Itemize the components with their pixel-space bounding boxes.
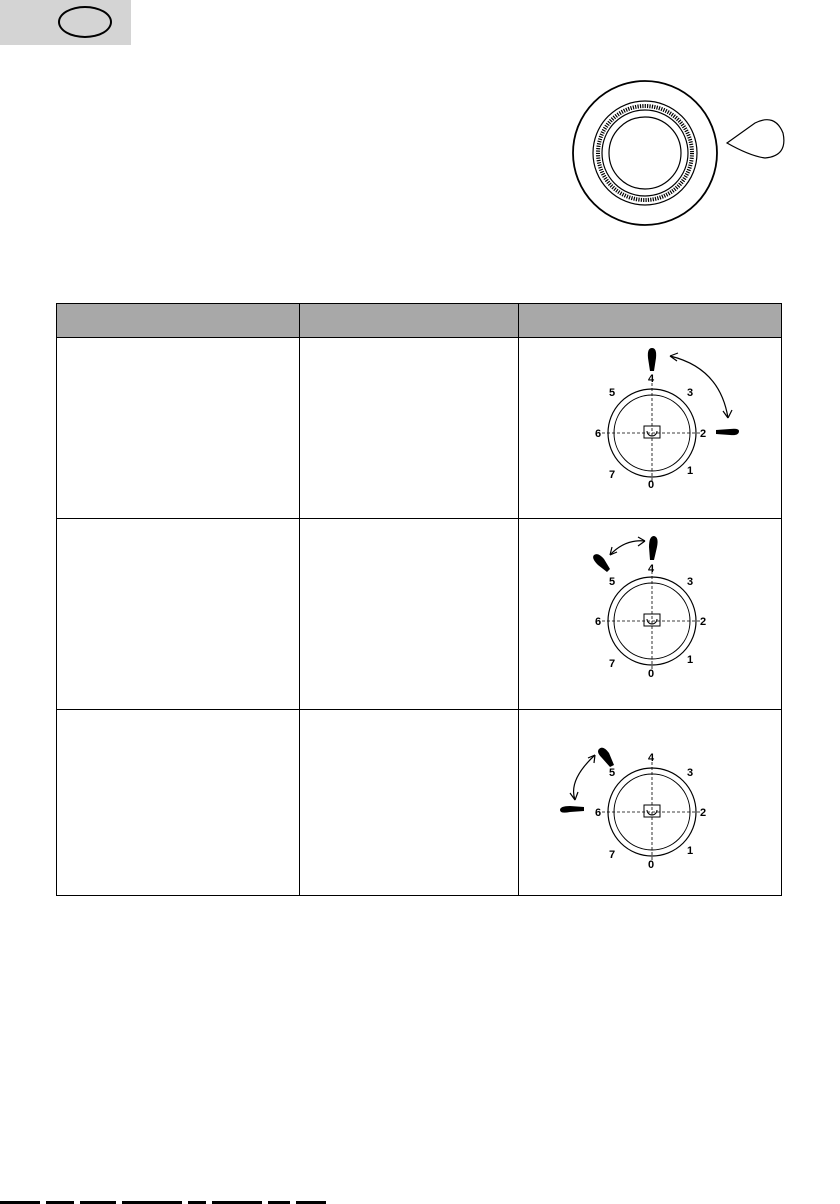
knob-callout — [727, 120, 784, 158]
dial-numbers — [595, 563, 706, 680]
pointer-icon — [716, 429, 739, 435]
table-cell — [300, 338, 519, 519]
pointer-icon — [593, 554, 610, 572]
table-row — [57, 519, 782, 710]
language-badge-outline — [58, 6, 112, 38]
table-header-row — [57, 304, 782, 338]
table-cell — [300, 519, 519, 710]
dial-number: 2 — [700, 616, 707, 628]
dial-number: 4 — [648, 563, 655, 575]
dial-number: 7 — [609, 469, 616, 481]
dial-number: 5 — [609, 387, 616, 399]
knob-illustration — [570, 78, 785, 228]
dial-number: 3 — [687, 387, 694, 399]
table-header-cell-2 — [300, 304, 519, 338]
dial-numbers — [595, 752, 706, 871]
dial-number: 1 — [687, 465, 694, 477]
dial-number: 2 — [700, 428, 707, 440]
table-cell — [57, 338, 300, 519]
dial-diagram-2 — [550, 519, 750, 704]
dial-number: 6 — [595, 616, 602, 628]
dial-number: 7 — [609, 849, 616, 861]
rotation-arrow-icon — [670, 356, 728, 418]
dial-numbers — [595, 373, 706, 491]
dial-number: 5 — [609, 576, 616, 588]
dial-number: 0 — [648, 859, 655, 871]
dial-number: 7 — [609, 658, 616, 670]
language-tab — [0, 0, 131, 45]
dial-number: 2 — [700, 807, 707, 819]
pointer-icon — [648, 348, 656, 371]
table-cell — [57, 710, 300, 896]
dial-number: 1 — [687, 845, 694, 857]
dial-number: 4 — [648, 373, 655, 385]
rotation-arrow-icon — [574, 755, 595, 800]
table-row — [57, 710, 782, 896]
table-cell — [57, 519, 300, 710]
settings-table — [56, 303, 782, 896]
table-cell-dial — [519, 338, 782, 519]
dial-number: 0 — [648, 479, 655, 491]
table-row — [57, 338, 782, 519]
dial-number: 3 — [687, 576, 694, 588]
pointer-icon — [649, 536, 658, 560]
dial-number: 0 — [648, 668, 655, 680]
dial-number: 6 — [595, 428, 602, 440]
table-header-cell-3 — [519, 304, 782, 338]
dial-number: 3 — [687, 767, 694, 779]
dial-number: 1 — [687, 654, 694, 666]
dial-number: 4 — [648, 752, 655, 764]
table-cell — [300, 710, 519, 896]
dial-number: 6 — [595, 807, 602, 819]
dial-diagram-3 — [550, 710, 750, 890]
dial-diagram-1 — [550, 338, 750, 513]
pointer-icon — [560, 806, 584, 813]
table-header-cell-1 — [57, 304, 300, 338]
pointer-icon — [598, 748, 614, 767]
table-cell-dial — [519, 519, 782, 710]
table-cell-dial — [519, 710, 782, 896]
footer-print-marks — [0, 1186, 420, 1192]
dial-number: 5 — [609, 767, 616, 779]
